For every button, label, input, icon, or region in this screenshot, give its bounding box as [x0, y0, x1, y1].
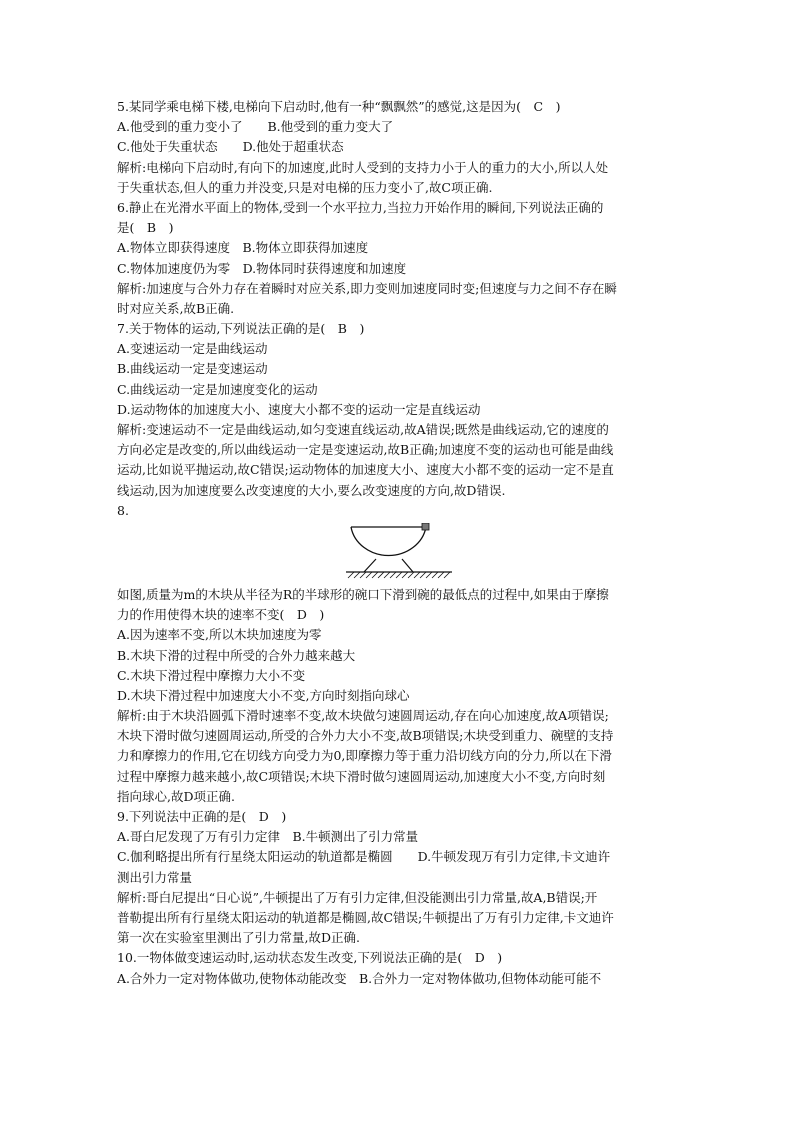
q6-options-ab: A.物体立即获得速度 B.物体立即获得加速度 — [117, 240, 369, 256]
q7-option-a: A.变速运动一定是曲线运动 — [117, 341, 268, 357]
bowl-left-leg — [364, 559, 376, 572]
q8-solution-line-2: 木块下滑时做匀速圆周运动,所受的合外力大小不变,故B项错误;木块受到重力、碗壁的支持 — [117, 728, 614, 744]
q6-stem-line-2: 是( B ) — [117, 220, 174, 236]
q6-stem-line-1: 6.静止在光滑水平面上的物体,受到一个水平拉力,当拉力开始作用的瞬间,下列说法正确的 — [117, 199, 604, 215]
q7-stem: 7.关于物体的运动,下列说法正确的是( B ) — [117, 321, 365, 337]
q6-solution-line-2: 时对应关系,故B正确. — [117, 300, 235, 316]
q5-stem: 5.某同学乘电梯下楼,电梯向下启动时,他有一种“飘飘然”的感觉,这是因为( C ) — [117, 99, 561, 114]
q9-stem: 9.下列说法中正确的是( D ) — [117, 809, 287, 824]
q8-stem-line-1: 如图,质量为m的木块从半径为R的半球形的碗口下滑到碗的最低点的过程中,如果由于摩擦 — [117, 586, 609, 602]
bowl-right-leg — [402, 559, 413, 572]
q10-stem: 10.一物体做变速运动时,运动状态发生改变,下列说法正确的是( D ) — [117, 950, 503, 966]
q7-solution-line-3: 运动,比如说平抛运动,故C错误;运动物体的加速度大小、速度大小都不变的运动一定不是直 — [117, 462, 614, 478]
q8-solution-line-1: 解析:由于木块沿圆弧下滑时速率不变,故木块做匀速圆周运动,存在向心加速度,故A项错误; — [117, 708, 609, 724]
q6-options-cd: C.物体加速度仍为零 D.物体同时获得速度和加速度 — [117, 260, 407, 276]
q9-solution-line-3: 第一次在实验室里测出了引力常量,故D正确. — [117, 930, 360, 946]
hemispherical-bowl-diagram — [346, 523, 458, 583]
wooden-block — [422, 523, 429, 530]
q7-solution-line-4: 线运动,因为加速度要么改变速度的大小,要么改变速度的方向,故D错误. — [117, 482, 506, 498]
q5-options-ab: A.他受到的重力变小了 B.他受到的重力变大了 — [117, 119, 394, 135]
q5-solution-line-2: 于失重状态,但人的重力并没变,只是对电梯的压力变小了,故C项正确. — [117, 179, 493, 195]
q7-solution-line-1: 解析:变速运动不一定是曲线运动,如匀变速直线运动,故A错误;既然是曲线运动,它的速度的 — [117, 422, 609, 437]
q7-option-c: C.曲线运动一定是加速度变化的运动 — [117, 381, 318, 397]
q7-option-b: B.曲线运动一定是变速运动 — [117, 361, 268, 377]
q6-solution-line-1: 解析:加速度与合外力存在着瞬时对应关系,即力变则加速度同时变;但速度与力之间不存在瞬 — [117, 280, 617, 296]
q9-solution-line-2: 普勒提出所有行星绕太阳运动的轨道都是椭圆,故C错误;牛顿提出了万有引力定律,卡文迪许 — [117, 909, 614, 925]
q8-solution-line-5: 指向球心,故D项正确. — [117, 788, 235, 804]
q8-option-b: B.木块下滑的过程中所受的合外力越来越大 — [117, 647, 356, 663]
q9-options-cd-line-2: 测出引力常量 — [117, 869, 193, 885]
q5-solution-line-1: 解析:电梯向下启动时,有向下的加速度,此时人受到的支持力小于人的重力的大小,所以人处 — [117, 159, 609, 175]
q9-solution-line-1: 解析:哥白尼提出“日心说”,牛顿提出了万有引力定律,但没能测出引力常量,故A,B错误;开 — [117, 889, 598, 905]
ground-hatching — [348, 572, 450, 578]
q8-option-c: C.木块下滑过程中摩擦力大小不变 — [117, 667, 306, 683]
q8-solution-line-3: 力和摩擦力的作用,它在切线方向受力为0,即摩擦力等于重力沿切线方向的分力,所以在下滑 — [117, 748, 612, 764]
q7-option-d: D.运动物体的加速度大小、速度大小都不变的运动一定是直线运动 — [117, 401, 481, 417]
worksheet-page — [117, 97, 683, 989]
q8-solution-line-4: 过程中摩擦力越来越小,故C项错误;木块下滑时做匀速圆周运动,加速度大小不变,方向时刻 — [117, 768, 606, 784]
q9-options-cd-line-1: C.伽利略提出所有行星绕太阳运动的轨道都是椭圆 D.牛顿发现万有引力定律,卡文迪许 — [117, 849, 611, 865]
q8-stem-line-2: 力的作用使得木块的速率不变( D ) — [117, 607, 325, 623]
q8-number: 8. — [117, 502, 129, 518]
q9-options-ab: A.哥白尼发现了万有引力定律 B.牛顿测出了引力常量 — [117, 829, 419, 845]
bowl-figure — [117, 521, 683, 585]
bowl-arc — [351, 527, 426, 556]
q7-solution-line-2: 方向必定是改变的,所以曲线运动一定是变速运动,故B正确;加速度不变的运动也可能是曲线 — [117, 442, 614, 458]
q10-options-ab: A.合外力一定对物体做功,使物体动能改变 B.合外力一定对物体做功,但物体动能可能不 — [117, 970, 602, 986]
q8-option-d: D.木块下滑过程中加速度大小不变,方向时刻指向球心 — [117, 687, 410, 703]
q5-options-cd: C.他处于失重状态 D.他处于超重状态 — [117, 139, 344, 155]
q8-option-a: A.因为速率不变,所以木块加速度为零 — [117, 627, 322, 643]
